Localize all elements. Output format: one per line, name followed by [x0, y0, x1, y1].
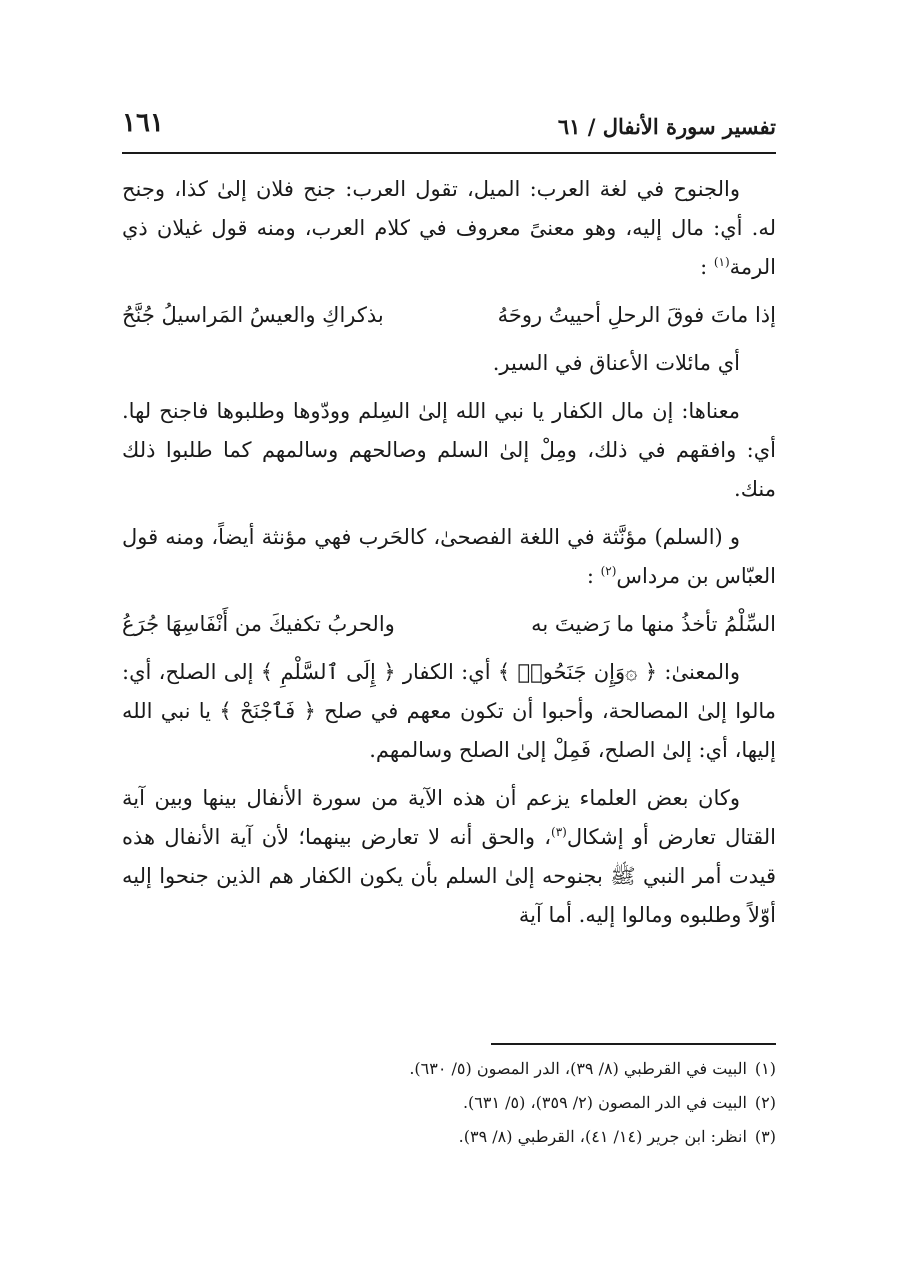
page-body [122, 170, 776, 944]
footnote-1-text: البيت في القرطبي (٨/ ٣٩)، الدر المصون (٥/ ٦٣٠). [409, 1059, 747, 1078]
verse-2-second-hemistich: والحربُ تكفيكَ من أَنْفَاسِهَا جُرَعُ [122, 612, 395, 636]
paragraph-3-colon: : [586, 564, 594, 588]
footnotes [122, 1052, 776, 1154]
footnote-3-text: انظر: ابن جرير (١٤/ ٤١)، القرطبي (٨/ ٣٩). [458, 1127, 747, 1146]
verse-1-second-hemistich: بذكراكِ والعيسُ المَراسيلُ جُنَّحُ [122, 303, 384, 327]
verse-1-first-hemistich: إذا ماتَ فوقَ الرحلِ أحييتُ روحَهُ [497, 303, 776, 327]
paragraph-1-text: والجنوح في لغة العرب: الميل، تقول العرب: جنح فلان إلىٰ كذا، وجنح له. أي: مال إليه، وهو معنىً معروف في كلام العرب، ومنه قول غيلان ذي الرمة [122, 177, 776, 279]
footnote-3-mark: (٣) [754, 1127, 776, 1146]
paragraph-3 [122, 518, 776, 596]
footnote-2-mark: (٢) [754, 1093, 776, 1112]
footnote-ref-1[interactable]: (١) [713, 255, 730, 269]
footnote-1-mark: (١) [754, 1059, 776, 1078]
verse-2 [122, 605, 776, 644]
paragraph-2: معناها: إن مال الكفار يا نبي الله إلىٰ السِلم وودّوها وطلبوها فاجنح لها. أي: وافقهم في ذلك، ومِلْ إلىٰ السلم وصالحهم وسالمهم كما طلبوا ذلك منك. [122, 399, 776, 501]
paragraph-3-text: و (السلم) مؤنَّثة في اللغة الفصحىٰ، كالحَرب فهي مؤنثة أيضاً، ومنه قول العبّاس بن مرداس [122, 525, 776, 588]
running-title: تفسير سورة الأنفال / ٦١ [557, 114, 776, 139]
paragraph-5-text-a: وكان بعض العلماء يزعم أن هذه الآية من سورة الأنفال بينها وبين آية القتال تعارض أو إشكال [122, 786, 776, 849]
footnote-ref-3[interactable]: (٣) [551, 825, 567, 839]
footnote-1 [122, 1052, 776, 1086]
paragraph-5 [122, 779, 776, 935]
paragraph-5-text-b: ، والحق أنه لا تعارض بينهما؛ لأن آية الأنفال هذه قيدت أمر النبي ﷺ بجنوحه إلىٰ السلم بأن يكون الكفار هم الذين جنحوا إليه أوّلاً وطلبوه ومالوا إليه. أما آية [122, 825, 776, 927]
footnote-2 [122, 1086, 776, 1120]
paragraph-4: والمعنىٰ: ﴿ ۞وَإِن جَنَحُوا۟ ﴾ أي: الكفار ﴿ إِلَى ٱلسَّلْمِ ﴾ إلى الصلح، أي: مالوا إلىٰ المصالحة، وأحبوا أن تكون معهم في صلح ﴿ فَٱجْنَحْ ﴾ يا نبي الله إليها، أي: إلىٰ الصلح، فَمِلْ إلىٰ الصلح وسالمهم. [122, 660, 776, 762]
paragraph-1-colon: : [700, 255, 708, 279]
page-number: ١٦١ [122, 108, 164, 138]
paragraph-1 [122, 170, 776, 287]
footnote-2-text: البيت في الدر المصون (٢/ ٣٥٩)، (٥/ ٦٣١). [462, 1093, 747, 1112]
verse-1-gloss: أي مائلات الأعناق في السير. [492, 351, 740, 375]
verse-2-first-hemistich: السِّلْمُ تأخذُ منها ما رَضيتَ به [531, 612, 776, 636]
verse-1 [122, 296, 776, 335]
footnote-divider [491, 1043, 776, 1045]
page-header [122, 108, 776, 154]
footnote-ref-2[interactable]: (٢) [600, 564, 617, 578]
footnote-3 [122, 1120, 776, 1154]
